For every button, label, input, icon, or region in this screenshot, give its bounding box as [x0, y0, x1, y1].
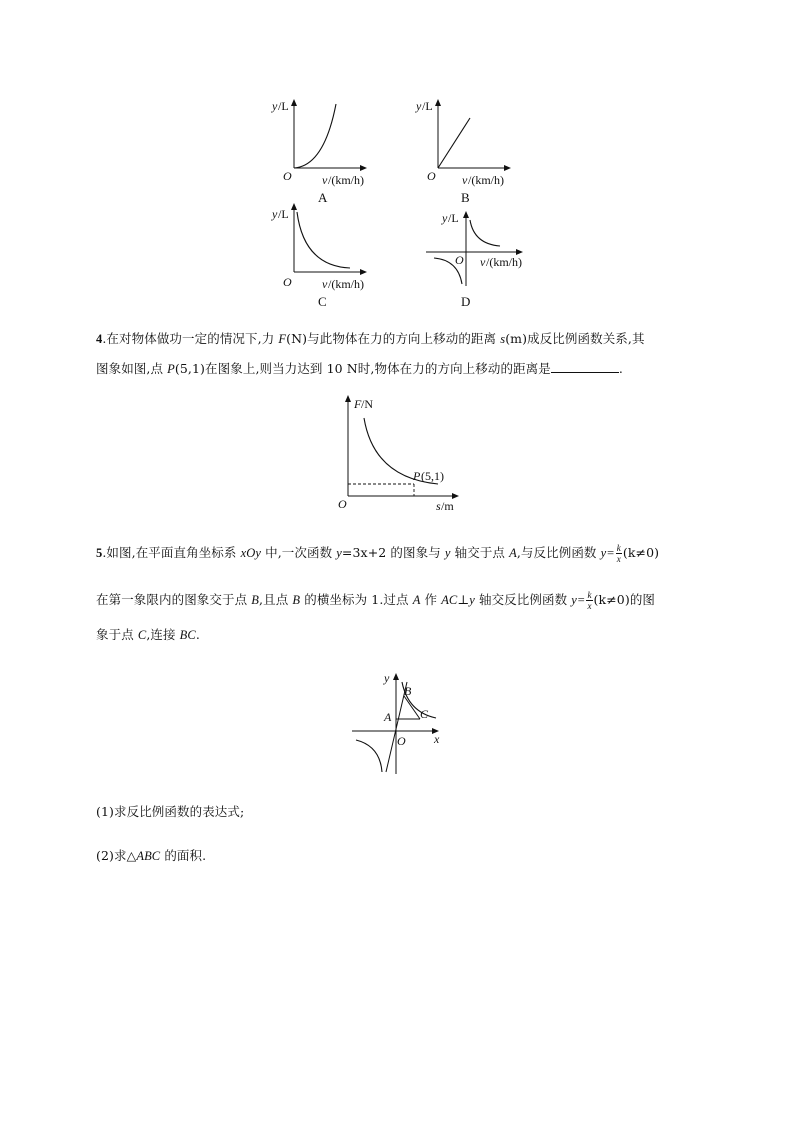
x-label-var: v — [480, 255, 486, 269]
graph-c-svg — [262, 200, 382, 312]
x-label-unit: /(km/h) — [328, 277, 364, 291]
q4-line1 — [96, 324, 696, 354]
x-label-var: v — [462, 173, 468, 187]
q5-var: y= — [600, 546, 615, 560]
q4-var-f: F — [278, 332, 287, 346]
y-label-unit: /L — [278, 207, 289, 221]
q4-text: .在对物体做功一定的情况下,力 — [102, 331, 279, 346]
y-label-unit: /L — [448, 211, 459, 225]
y-axis-arrow — [435, 99, 441, 106]
q5-var: AC — [441, 593, 458, 607]
y-label-unit: /N — [361, 397, 373, 411]
caption: A — [318, 190, 328, 205]
fraction-k-over-x — [586, 590, 592, 611]
point-p-label: P — [413, 469, 421, 483]
q5-text: 作 — [420, 592, 442, 607]
q5-var: y — [444, 546, 451, 560]
graph-d — [414, 204, 534, 312]
q4-var-s: s — [500, 332, 506, 346]
y-label-var: y — [272, 99, 278, 113]
y-axis-arrow — [393, 673, 399, 680]
caption: C — [318, 294, 327, 309]
y-axis-arrow — [291, 203, 297, 210]
x-label-unit: /m — [441, 499, 454, 513]
q5-text: 在第一象限内的图象交于点 — [96, 592, 252, 607]
y-label-var: y — [272, 207, 278, 221]
curve — [297, 212, 350, 268]
graph-b-svg — [406, 96, 526, 208]
q4-text: . — [618, 361, 623, 376]
origin-label: O — [283, 275, 292, 289]
x-label-unit: /(km/h) — [328, 173, 364, 187]
q5-var: A — [412, 593, 421, 607]
origin-label: O — [427, 169, 436, 183]
q5-graph — [346, 668, 456, 778]
segment-bc — [404, 696, 420, 719]
q5-text: ,连接 — [146, 627, 180, 642]
sub-question-1: (1)求反比例函数的表达式; — [96, 804, 245, 819]
q4-text: 图象如图,点 — [96, 361, 168, 376]
caption: B — [461, 190, 470, 205]
q5-line3 — [96, 620, 696, 650]
y-label-var: y — [442, 211, 448, 225]
curve — [294, 104, 336, 168]
q5-var: y — [469, 593, 475, 607]
q5-text: 的横坐标为 1.过点 — [300, 592, 413, 607]
x-axis-arrow — [360, 269, 367, 275]
q5-text: 中,一次函数 — [261, 545, 337, 560]
q5-text: 轴交于点 — [450, 545, 510, 560]
q5-var: ABC — [136, 849, 161, 863]
y-label-unit: /L — [278, 99, 289, 113]
q5-text: .如图,在平面直角坐标系 — [102, 545, 241, 560]
q5-line1 — [96, 538, 696, 568]
q5-sub1 — [96, 797, 696, 827]
q5-var: A — [509, 546, 517, 560]
q5-text: 的图 — [629, 592, 656, 607]
sub-question-2: 的面积. — [160, 848, 207, 863]
q5-condition: (k≠0) — [622, 545, 660, 560]
origin-label: O — [283, 169, 292, 183]
answer-blank[interactable] — [551, 358, 619, 373]
q5-text: 的图象与 — [386, 545, 445, 560]
q4-graph — [330, 390, 470, 520]
q5-var: BC — [179, 628, 196, 642]
y-label-var: F — [354, 397, 362, 411]
y-axis-arrow — [345, 395, 351, 402]
fraction-k-over-x — [616, 543, 622, 564]
x-label-var: s — [436, 499, 441, 513]
graph-a — [262, 96, 382, 208]
q4-text: (5,1)在图象上,则当力达到 10 N时,物体在力的方向上移动的距离是 — [174, 361, 551, 376]
q4-line2 — [96, 354, 696, 384]
q5-condition: (k≠0) — [593, 592, 630, 607]
frac-denominator: x — [587, 601, 592, 611]
y-label-unit: /L — [422, 99, 433, 113]
q4-number: 4 — [96, 332, 103, 346]
frac-numerator: k — [616, 543, 621, 553]
frac-denominator: x — [616, 554, 621, 564]
q5-equation: =3x+2 — [341, 545, 387, 560]
hyperbola-q3 — [356, 740, 382, 772]
x-axis-arrow — [360, 165, 367, 171]
q5-text: . — [195, 627, 200, 642]
perp-symbol: ⊥ — [457, 592, 470, 607]
line — [438, 118, 470, 168]
y-label-var: y — [416, 99, 422, 113]
x-axis-arrow — [504, 165, 511, 171]
q5-var: C — [137, 628, 147, 642]
graph-c — [262, 200, 382, 312]
q5-text: 象于点 — [96, 627, 138, 642]
graph-d-svg — [414, 204, 534, 312]
q5-var: xOy — [240, 546, 262, 560]
caption: D — [461, 294, 471, 309]
curve-q1 — [470, 220, 500, 246]
q4-var-p: P — [167, 362, 175, 376]
q5-sub2 — [96, 841, 696, 871]
origin-label: O — [455, 253, 464, 267]
q4-text: (N)与此物体在力的方向上移动的距离 — [286, 331, 501, 346]
q4-graph-svg — [330, 390, 470, 520]
x-label-unit: /(km/h) — [468, 173, 504, 187]
point-b-label: B — [404, 684, 412, 698]
q5-text: ,且点 — [259, 592, 293, 607]
q5-var: B — [292, 593, 301, 607]
q5-number: 5 — [96, 546, 103, 560]
point-p-coords: (5,1) — [421, 469, 444, 483]
q5-var: y — [336, 546, 342, 560]
origin-label: O — [338, 497, 347, 511]
q5-text: 轴交反比例函数 — [474, 592, 572, 607]
sub-question-2: (2)求△ — [96, 848, 137, 863]
q5-var: B — [251, 593, 260, 607]
y-axis-arrow — [291, 99, 297, 106]
q5-graph-svg — [346, 668, 456, 778]
x-label-var: v — [322, 277, 328, 291]
point-a-label: A — [384, 710, 392, 724]
q5-var: y= — [571, 593, 586, 607]
frac-numerator: k — [587, 590, 592, 600]
x-axis-label: x — [434, 732, 440, 746]
x-label-unit: /(km/h) — [486, 255, 522, 269]
q5-text: ,与反比例函数 — [516, 545, 601, 560]
y-axis-label: y — [384, 671, 390, 685]
graph-a-svg — [262, 96, 382, 208]
y-axis-arrow — [463, 211, 469, 218]
q4-text: (m)成反比例函数关系,其 — [505, 331, 645, 346]
point-c-label: C — [420, 707, 429, 721]
origin-label: O — [397, 734, 406, 748]
q5-line2 — [96, 585, 696, 615]
graph-b — [406, 96, 526, 208]
x-label-var: v — [322, 173, 328, 187]
